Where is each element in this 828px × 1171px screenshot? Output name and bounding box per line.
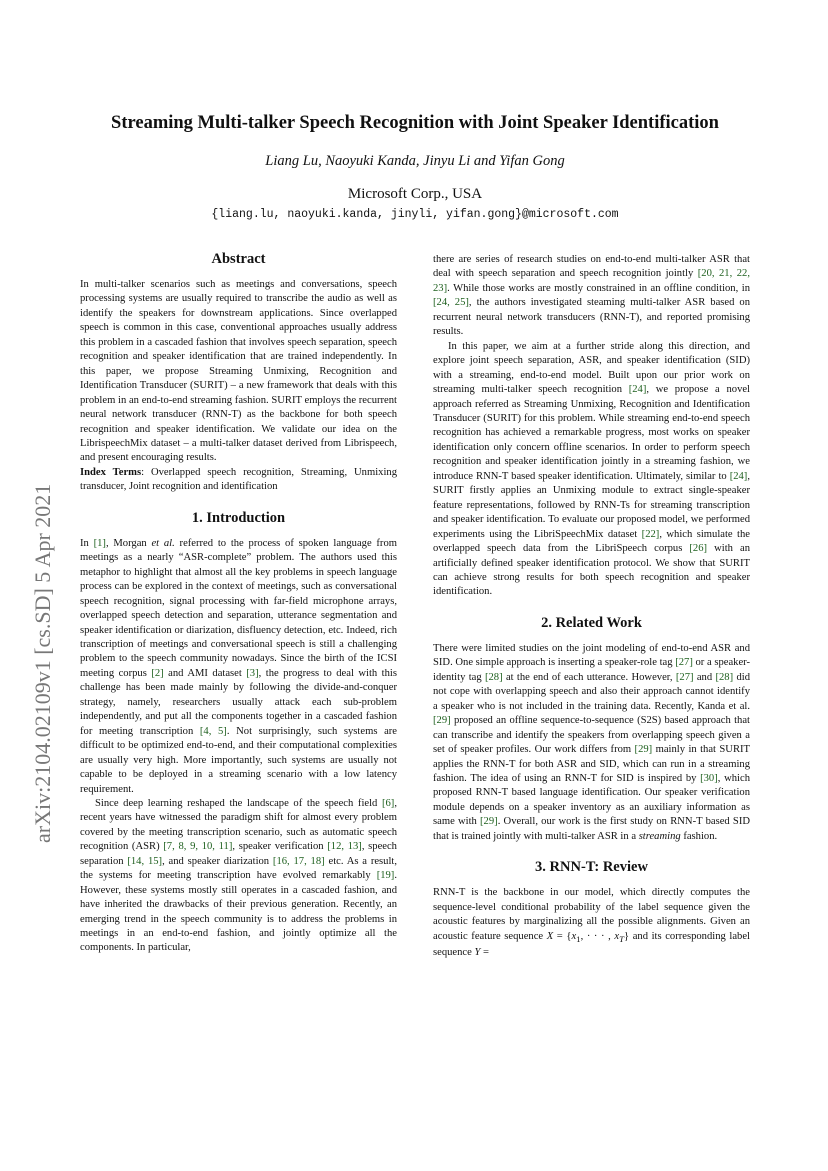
- rnnt-review-heading: 3. RNN-T: Review: [535, 859, 648, 876]
- citation-link[interactable]: [29]: [433, 715, 451, 727]
- intro-paragraph-1: In [1], Morgan et al. referred to the process of spoken language from meetings as a nearly “ASR-complete” problem. The authors used this metaphor to highlight that almost all the key problems in speech language process can be explored in the context of meetings, such as conversational speech recognition, signal processing with far-field microphone arrays, overlapped speech detection and separation, utterance segmentation and speaker identification or diarization, disfluency detection, etc. Indeed, rich transcription of meetings and conversational speech is still a challenging problem to the speech community nowadays. Since the birth of the ICSI meeting corpus [2] and AMI dataset [3], the progress to deal with this challenge has been made mainly by following the divide-and-conquer strategy, namely, researchers usually attack each sub-problem independently, and put all the components together in a cascaded fashion for meeting transcription [4, 5]. Not surprisingly, such systems are difficult to be optimized end-to-end, and their computational complexities are usually very high. More importantly, such systems are usually not capable to be deployed in a streaming scenario with a low latency requirement.: [80, 537, 397, 795]
- citation-link[interactable]: [29]: [480, 816, 498, 828]
- citation-link[interactable]: [27]: [675, 671, 694, 683]
- related-work-paragraph: There were limited studies on the joint modeling of end-to-end ASR and SID. One simple approach is inserting a speaker-role tag [27] or a speaker-identity tag [28] at the end of each utterance. However, [27] and [28] did not cope with overlapping speech and also their approach cannot identify a speaker who is not included in the training data. Recently, Kanda et al. [29] proposed an offline sequence-to-sequence (S2S) based approach that can transcribe and identify the speakers from overlapping speech given a set of speaker profiles. Our work differs from [29] mainly in that SURIT applies the RNN-T for both ASR and SID, which can run in a streaming fashion. The idea of using an RNN-T for SID is inspired by [30], which proposed RNN-T based language identification. Our speaker verification module depends on a speaker inventory as an auxiliary information as same with [29]. Overall, our work is the first study on RNN-T based SID that is trained jointly with multi-talker ASR in a streaming fashion.: [433, 642, 751, 842]
- arxiv-side-identifier: [8, 373, 68, 843]
- citation-link[interactable]: [20, 21, 22, 23]: [433, 268, 750, 294]
- intro-paragraph-2: Since deep learning reshaped the landscape of the speech field [6], recent years have witnessed the paradigm shift for almost every problem covered by the meeting transcription scenario, such as automatic speech recognition (ASR) [7, 8, 9, 10, 11], speaker verification [12, 13], speech separation [14, 15], and speaker diarization [16, 17, 18] etc. As a result, the systems for meeting transcription have evolved remarkably [19]. However, these systems mostly still operates in a cascaded fashion, and have inherited the drawbacks of their previous generation. Recently, an emerging trend in the speech community is to address the problems in meetings in an end-to-end fashion, and jointly optimize all the components. In particular,: [80, 797, 398, 954]
- citation-link[interactable]: [26]: [689, 543, 708, 555]
- abstract-heading: Abstract: [211, 251, 266, 267]
- citation-link[interactable]: [6]: [381, 797, 395, 809]
- citation-link[interactable]: [19]: [376, 870, 395, 882]
- author-list: Liang Lu, Naoyuki Kanda, Jinyu Li and Yifan Gong: [265, 153, 565, 169]
- citation-link[interactable]: [4, 5]: [199, 725, 227, 737]
- citation-link[interactable]: [27]: [675, 657, 693, 669]
- abstract-text: In multi-talker scenarios such as meetings and conversations, speech processing systems are usually required to transcribe the audio as well as identify the speakers for downstream applications. Since overlapped speech is common in this case, conventional approaches usually address this problem in a cascaded fashion that involves speech separation, speech recognition and speaker identification that are trained independently. In this paper, we propose Streaming Unmixing, Recognition and Identification Transducer (SURIT) – a new framework that deals with this problem in an end-to-end streaming fashion. SURIT employs the recurrent neural network transducer (RNN-T) as the backbone for both speech recognition and speaker identification. We validate our idea on the LibrispeechMix dataset – a multi-talker dataset derived from Librispeech, and present encouraging results.: [80, 279, 397, 464]
- arxiv-id-text: arXiv:2104.02109v1 [cs.SD] 5 Apr 2021: [30, 483, 55, 843]
- index-terms: [80, 466, 397, 495]
- left-column: [80, 250, 397, 956]
- citation-link[interactable]: [3]: [246, 667, 259, 679]
- citation-link[interactable]: [14, 15]: [127, 855, 163, 867]
- rnnt-review-paragraph: RNN-T is the backbone in our model, which directly computes the sequence-level conditional probability of the label sequence given the acoustic features by marginalizing all the possible alignments. Given an acoustic feature sequence $X = \{x_1$, · · · , $x_T$} and its corresponding label sequence Y =: [433, 887, 750, 959]
- citation-link[interactable]: [28]: [484, 671, 503, 683]
- index-terms-label: Index Terms: [80, 466, 142, 478]
- citation-link[interactable]: [30]: [700, 772, 718, 784]
- citation-link[interactable]: [7, 8, 9, 10, 11]: [163, 841, 233, 853]
- citation-link[interactable]: [16, 17, 18]: [272, 855, 325, 867]
- paper-title: Streaming Multi-talker Speech Recognition with Joint Speaker Identification: [111, 113, 719, 133]
- affiliation: Microsoft Corp., USA: [347, 186, 483, 202]
- right-column: [433, 253, 750, 961]
- citation-link[interactable]: [24, 25]: [433, 297, 469, 309]
- citation-link[interactable]: [24]: [628, 384, 647, 396]
- citation-link[interactable]: [24]: [729, 470, 748, 482]
- intro-paragraph-3: there are series of research studies on end-to-end multi-talker ASR that deal with speech separation and speech recognition jointly [20, 21, 22, 23]. While those works are mostly constrained in an offline condition, in [24, 25], the authors investigated steaming multi-talker ASR based on recurrent neural network transducers (RNN-T), and reported promising results.: [433, 254, 751, 338]
- related-work-heading: 2. Related Work: [541, 614, 642, 631]
- intro-paragraph-4: In this paper, we aim at a further stride along this direction, and explore joint speech separation, ASR, and speaker identification (SID) with a streaming, end-to-end model. Built upon our prior work on streaming multi-talker speech recognition [24], we propose a novel approach referred as Streaming Unmixing, Recognition and Identification Transducer (SURIT) for this problem. While streaming end-to-end speech recognition has achieved a remarkable progress, most works on speaker identification only concern offline scenarios. In order to perform speech recognition and speaker identification jointly in a streaming fashion, we introduce RNN-T based speaker identification. Ultimately, similar to [24], SURIT firstly applies an Unmixing module to extract single-speaker feature representations, followed by RNN-Ts for streaming transcription and speaker identification. To evaluate our proposed model, we performed experiments using the LibriSpeechMix dataset [22], which simulate the overlapped speech data from the LibriSpeech corpus [26] with an artificially defined speaker identification protocol. We show that SURIT can achieve strong results for both speech recognition and speaker identification.: [433, 340, 751, 598]
- citation-link[interactable]: [22]: [641, 528, 660, 540]
- index-terms-text: : Overlapped speech recognition, Streaming, Unmixing transducer, Joint recognition and identification: [80, 466, 397, 493]
- introduction-heading: 1. Introduction: [191, 509, 286, 526]
- author-emails: {liang.lu, naoyuki.kanda, jinyli, yifan.gong}@microsoft.com: [211, 208, 619, 221]
- citation-link[interactable]: [1]: [93, 537, 106, 549]
- citation-link[interactable]: [2]: [151, 667, 164, 679]
- citation-link[interactable]: [29]: [634, 744, 653, 756]
- citation-link[interactable]: [12, 13]: [327, 841, 362, 853]
- citation-link[interactable]: [28]: [715, 671, 734, 683]
